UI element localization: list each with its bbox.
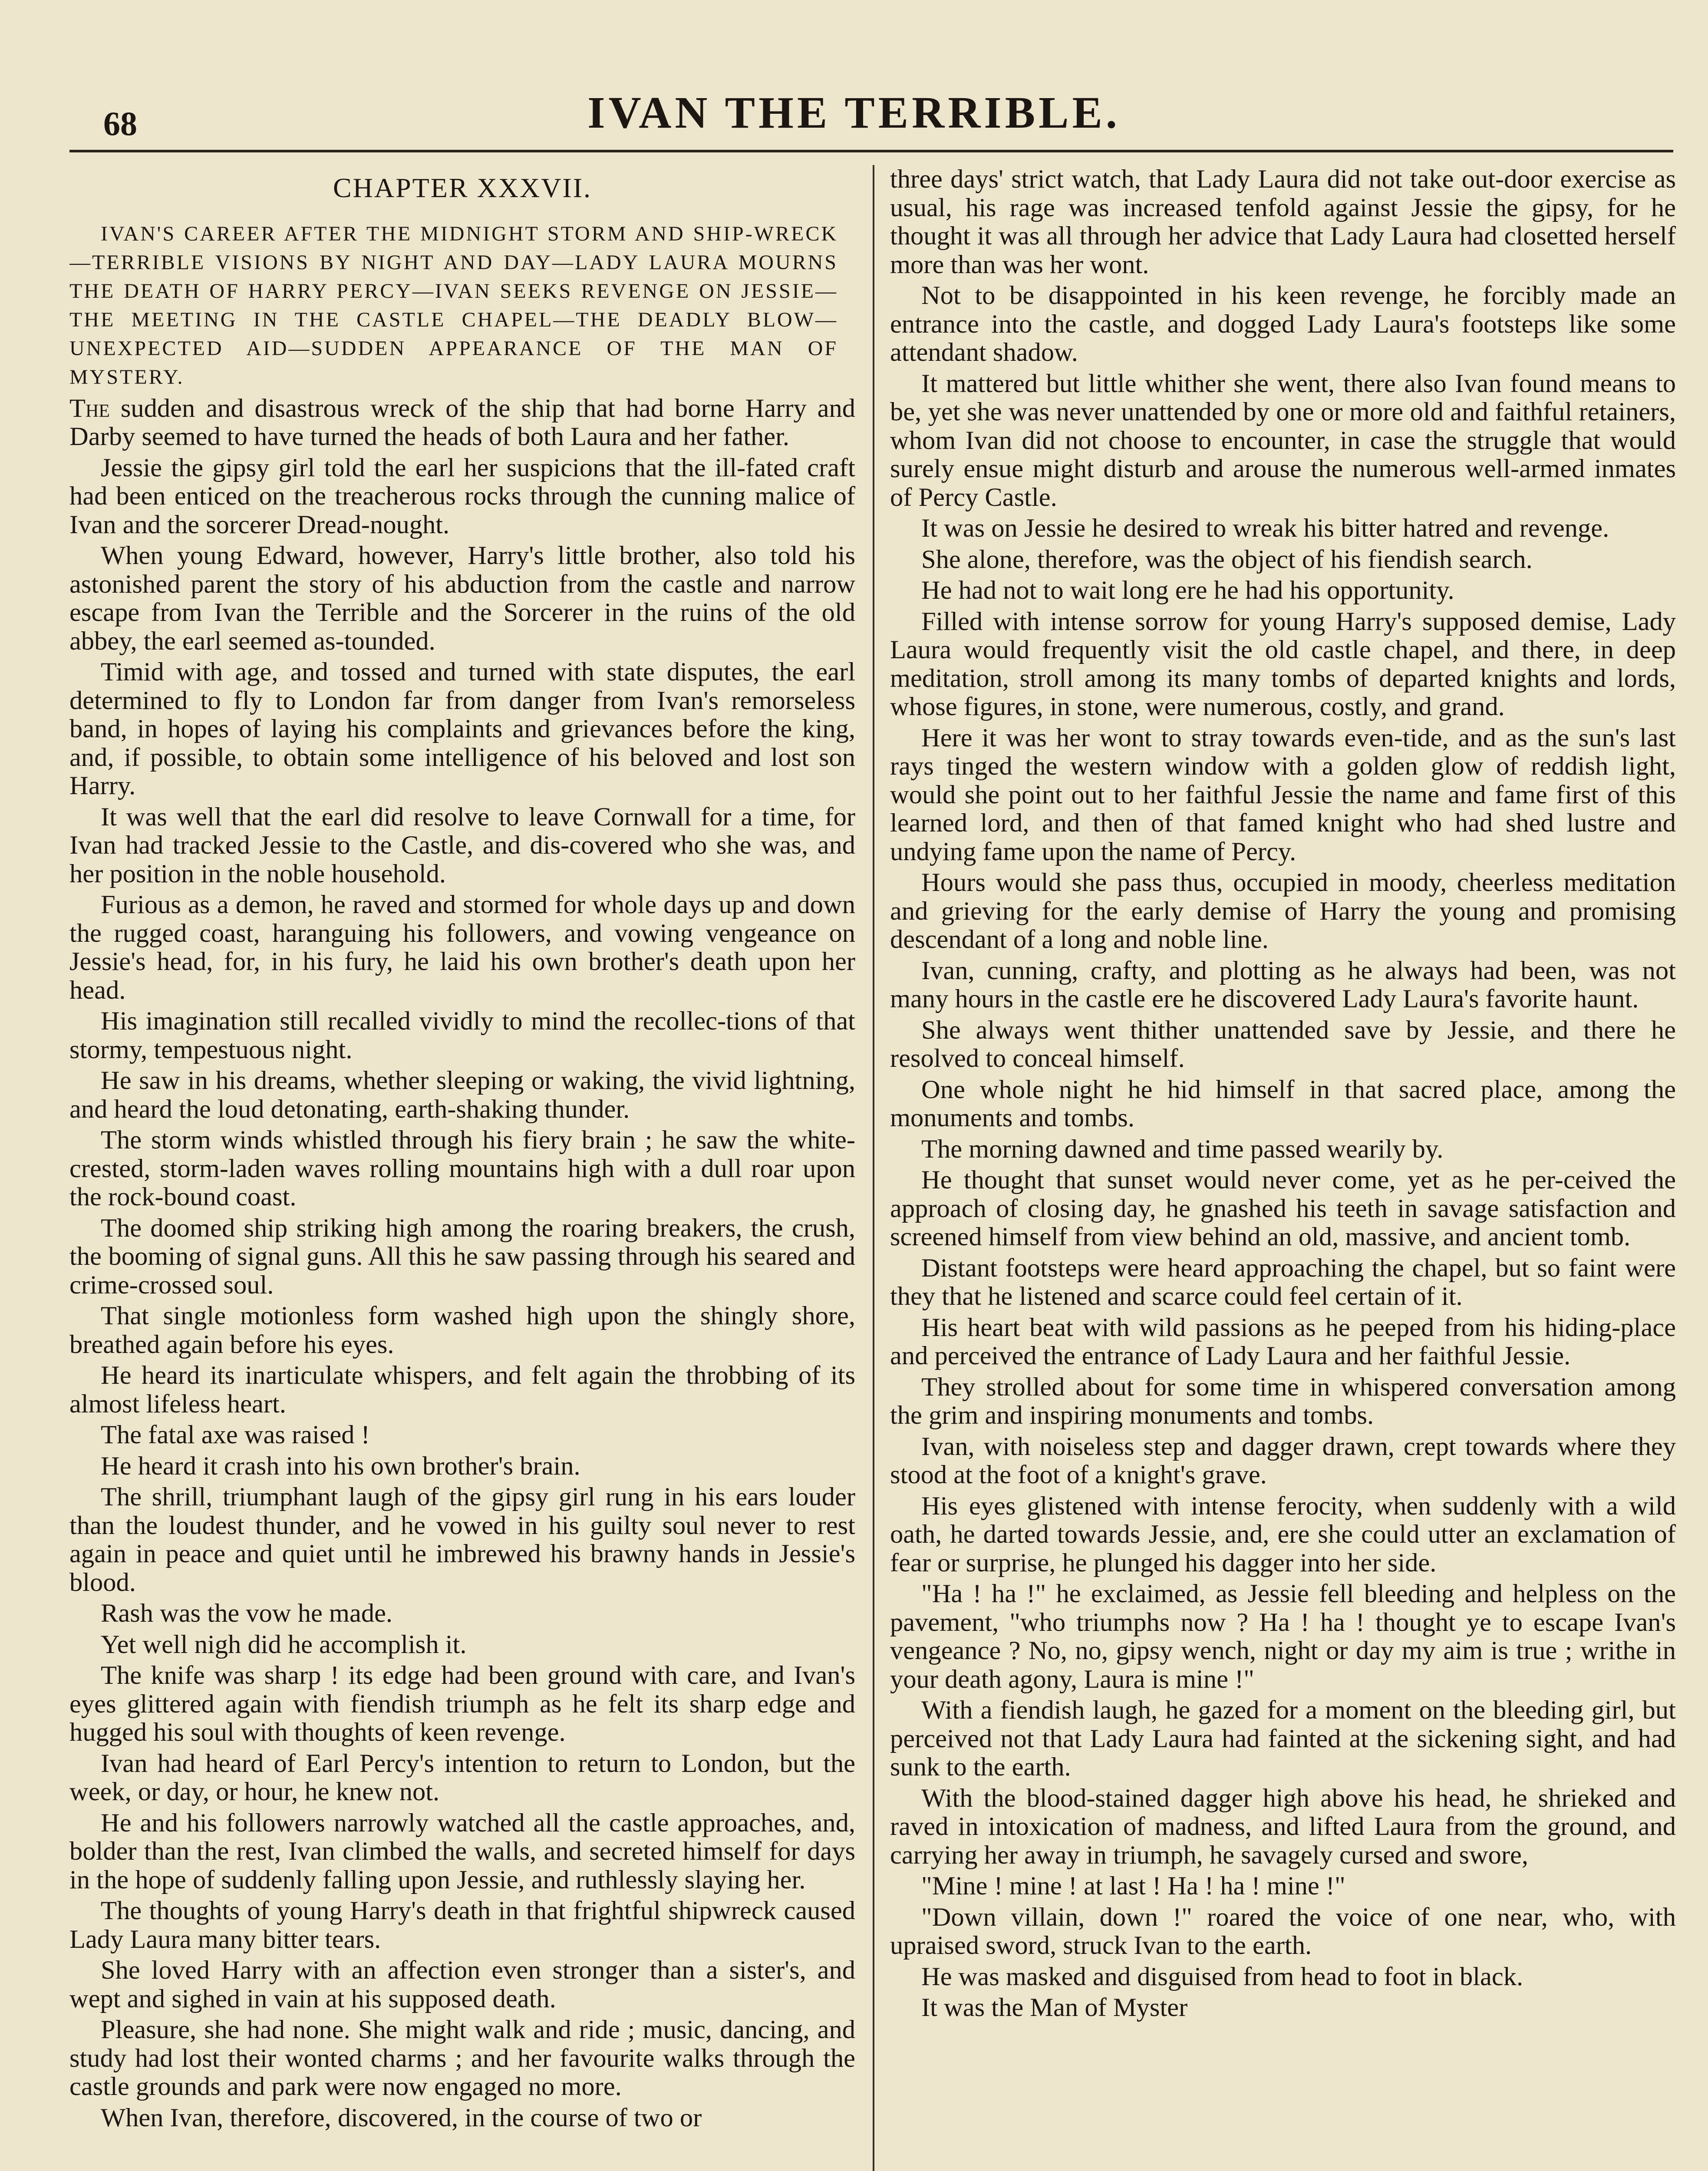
paragraph: "Mine ! mine ! at last ! Ha ! ha ! mine !" [921,1871,1345,1900]
paragraph: He saw in his dreams, whether sleeping or waking, the vivid lightning, and heard the loud detonating, earth-shaking thunder. [69,1066,855,1124]
paragraph: He thought that sunset would never come, yet as he per-ceived the approach of closing day, he gnashed his teeth in savage satisfaction and screened himself from view behind an old, massive, and ancient tomb. [890,1165,1676,1251]
paragraph: Furious as a demon, he raved and stormed for whole days up and down the rugged coast, haranguing his followers, and vowing vengeance on Jessie's head, for, in his fury, he laid his own brother's death upon her head. [69,890,855,1005]
paragraph: Not to be disappointed in his keen revenge, he forcibly made an entrance into the castle, and dogged Lady Laura's footsteps like some attendant shadow. [890,281,1676,367]
paragraph: Pleasure, she had none. She might walk and ride ; music, dancing, and study had lost their wonted charms ; and her favourite walks through the castle grounds and park were now engaged no more. [69,2015,855,2101]
paragraph: Hours would she pass thus, occupied in moody, cheerless meditation and grieving for the early demise of Harry the young and promising descendant of a long and noble line. [890,868,1676,954]
paragraph: Rash was the vow he made. [101,1599,393,1628]
paragraph: It mattered but little whither she went, there also Ivan found means to be, yet she was never unattended by one or more old and faithful retainers, whom Ivan did not choose to encounter, in case the struggle that would surely ensue might disturb and arouse the numerous well-armed inmates of Percy Castle. [890,369,1676,512]
paragraph: The doomed ship striking high among the roaring breakers, the crush, the booming of signal guns. All this he saw passing through his seared and crime-crossed soul. [69,1213,855,1300]
paragraph: One whole night he hid himself in that sacred place, among the monuments and tombs. [890,1075,1676,1132]
paragraph: She always went thither unattended save by Jessie, and there he resolved to conceal himself. [890,1015,1676,1073]
paragraph: His eyes glistened with intense ferocity, when suddenly with a wild oath, he darted towards Jessie, and, ere she could utter an exclamation of fear or surprise, he plunged his dagger into her side. [890,1491,1676,1577]
paragraph: Ivan, with noiseless step and dagger drawn, crept towards where they stood at the foot of a knight's grave. [890,1432,1676,1489]
paragraph: She alone, therefore, was the object of his fiendish search. [921,544,1533,574]
paragraph: The morning dawned and time passed wearily by. [921,1134,1444,1164]
paragraph: He and his followers narrowly watched all the castle approaches, and, bolder than the rest, Ivan climbed the walls, and secreted himself for days in the hope of suddenly falling upon Jessie, and ruthlessly slaying her. [69,1808,855,1894]
chapter-summary: IVAN'S CAREER AFTER THE MIDNIGHT STORM AND SHIP-WRECK—TERRIBLE VISIONS BY NIGHT AND DAY—LADY LAURA MOURNS THE DEATH OF HARRY PERCY—IVAN SEEKS REVENGE ON JESSIE—THE MEETING IN THE CASTLE CHAPEL—THE DEADLY BLOW—UNEXPECTED AID—SUDDEN APPEARANCE OF THE MAN OF MYSTERY. [69,222,838,389]
right-column [890,165,1676,2171]
paragraph: Ivan, cunning, crafty, and plotting as he always had been, was not many hours in the castle ere he discovered Lady Laura's favorite haunt. [890,956,1676,1013]
opening-text: sudden and disastrous wreck of the ship that had borne Harry and Darby seemed to have turned the heads of both Laura and her father. [69,393,855,451]
paragraph: His imagination still recalled vividly to mind the recollec-tions of that stormy, tempestuous night. [69,1006,855,1064]
page-number: 68 [103,105,137,142]
paragraph: It was well that the earl did resolve to leave Cornwall for a time, for Ivan had tracked Jessie to the Castle, and dis-covered who she was, and her position in the noble household. [69,802,855,888]
paragraph: He had not to wait long ere he had his opportunity. [921,576,1454,605]
paragraph: Here it was her wont to stray towards even-tide, and as the sun's last rays tinged the western window with a golden glow of reddish light, would she point out to her faithful Jessie the name and fame first of this learned lord, and then of that famed knight who had shed lustre and undying fame upon the name of Percy. [890,723,1676,866]
paragraph: "Ha ! ha !" he exclaimed, as Jessie fell bleeding and helpless on the pavement, "who triumphs now ? Ha ! ha ! thought ye to escape Ivan's vengeance ? No, no, gipsy wench, night or day my aim is true ; writhe in your death agony, Laura is mine !" [890,1579,1676,1694]
right-paragraphs [890,281,1676,2022]
paragraph: He heard its inarticulate whispers, and felt again the throbbing of its almost lifeless heart. [69,1361,855,1419]
paragraph: When young Edward, however, Harry's little brother, also told his astonished parent the story of his abduction from the castle and narrow escape from Ivan the Terrible and the Sorcerer in the ruins of the old abbey, the earl seemed as-tounded. [69,541,855,656]
paragraph: With the blood-stained dagger high above his head, he shrieked and raved in intoxication of madness, and lifted Laura from the ground, and carrying her away in triumph, he savagely cursed and swore, [890,1783,1676,1870]
left-column [69,165,855,2171]
paragraph: The knife was sharp ! its edge had been ground with care, and Ivan's eyes glittered again with fiendish triumph as he felt its sharp edge and hugged his soul with thoughts of keen revenge. [69,1661,855,1747]
running-title: IVAN THE TERRIBLE. [587,88,1121,138]
paragraph: Ivan had heard of Earl Percy's intention to return to London, but the week, or day, or hour, he knew not. [69,1749,855,1806]
paragraph: Filled with intense sorrow for young Harry's supposed demise, Lady Laura would frequently visit the old castle chapel, and there, in deep meditation, stroll among its many tombs of departed knights and lords, whose figures, in stone, were numerous, costly, and grand. [890,607,1676,721]
paragraph: It was on Jessie he desired to wreak his bitter hatred and revenge. [921,514,1609,543]
paragraph: That single motionless form washed high upon the shingly shore, breathed again before his eyes. [69,1301,855,1359]
paragraph: The fatal axe was raised ! [101,1420,370,1449]
left-paragraphs [69,454,855,2132]
opening-paragraph [69,394,855,451]
paragraph: Timid with age, and tossed and turned with state disputes, the earl determined to fly to London far from danger from Ivan's remorseless band, in hopes of laying his complaints and grievances before the king, and, if possible, to obtain some intelligence of his beloved and lost son Harry. [69,657,855,800]
column-divider [873,165,874,2171]
paragraph: "Down villain, down !" roared the voice of one near, who, with upraised sword, struck Ivan to the earth. [890,1902,1676,1960]
paragraph: Jessie the gipsy girl told the earl her suspicions that the ill-fated craft had been enticed on the treacherous rocks through the cunning malice of Ivan and the sorcerer Dread-nought. [69,453,855,539]
paragraph: They strolled about for some time in whispered conversation among the grim and inspiring monuments and tombs. [890,1372,1676,1430]
paragraph: He heard it crash into his own brother's brain. [101,1451,580,1481]
opening-word: The [69,393,110,423]
paragraph: He was masked and disguised from head to foot in black. [921,1962,1523,1991]
paragraph: The storm winds whistled through his fiery brain ; he saw the white-crested, storm-laden waves rolling mountains high with a dull roar upon the rock-bound coast. [69,1125,855,1211]
paragraph: She loved Harry with an affection even stronger than a sister's, and wept and sighed in vain at his supposed death. [69,1956,855,2013]
paragraph: The shrill, triumphant laugh of the gipsy girl rung in his ears louder than the loudest thunder, and he vowed in his guilty soul never to rest again in peace and quiet until he imbrewed his brawny hands in Jessie's blood. [69,1482,855,1597]
paragraph: Distant footsteps were heard approaching the chapel, but so faint were they that he listened and scarce could feel certain of it. [890,1253,1676,1311]
continued-paragraph: three days' strict watch, that Lady Laura did not take out-door exercise as usual, his rage was increased tenfold against Jessie the gipsy, for he thought it was all through her advice that Lady Laura had closetted herself more than was her wont. [890,165,1676,279]
paragraph: Yet well nigh did he accomplish it. [101,1630,467,1659]
paragraph: When Ivan, therefore, discovered, in the course of two or [101,2103,702,2132]
paragraph: The thoughts of young Harry's death in that frightful shipwreck caused Lady Laura many bitter tears. [69,1896,855,1954]
paragraph: His heart beat with wild passions as he peeped from his hiding-place and perceived the entrance of Lady Laura and her faithful Jessie. [890,1313,1676,1370]
header-rule [69,150,1673,152]
paragraph: With a fiendish laugh, he gazed for a moment on the bleeding girl, but perceived not that Lady Laura had fainted at the sickening sight, and had sunk to the earth. [890,1696,1676,1782]
paragraph: It was the Man of Myster [921,1993,1188,2022]
chapter-title: CHAPTER XXXVII. [333,172,592,203]
